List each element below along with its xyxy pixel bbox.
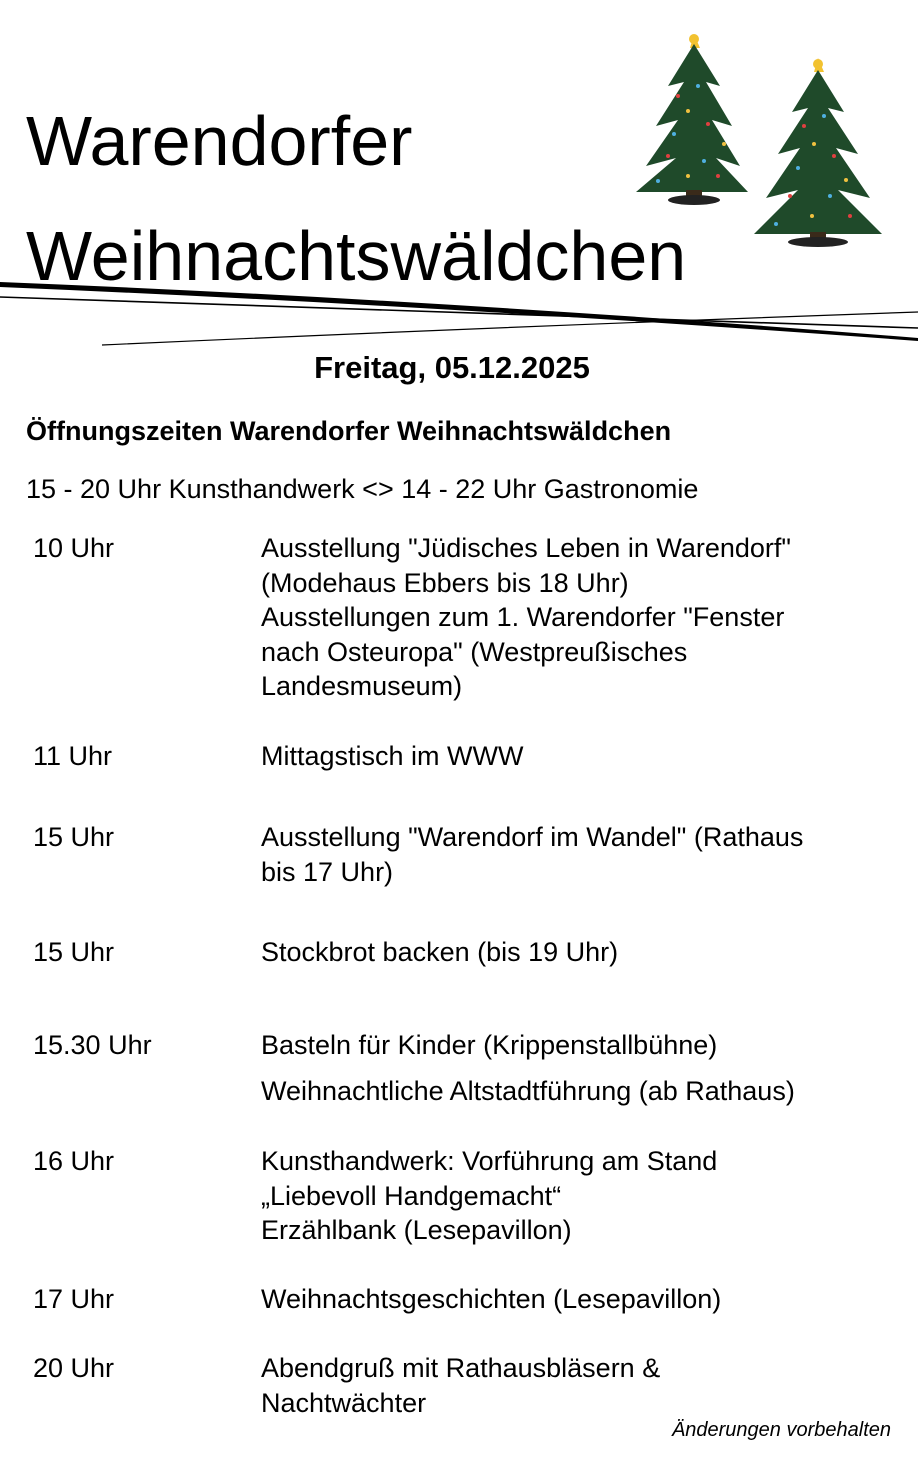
schedule-time: 16 Uhr bbox=[33, 1146, 115, 1176]
schedule-description bbox=[261, 820, 901, 889]
schedule-time: 11 Uhr bbox=[33, 741, 113, 771]
christmas-trees-icon bbox=[628, 26, 903, 266]
description-line: Nachtwächter bbox=[261, 1387, 427, 1418]
opening-hours-text: 15 - 20 Uhr Kunsthandwerk <> 14 - 22 Uhr Gastronomie bbox=[26, 474, 699, 504]
schedule-time: 15 Uhr bbox=[33, 937, 115, 967]
header-swoosh-lines bbox=[0, 270, 918, 350]
schedule-description bbox=[261, 1351, 901, 1420]
description-line: Ausstellung "Warendorf im Wandel" (Rathaus bbox=[261, 822, 804, 852]
description-line: bis 17 Uhr) bbox=[261, 856, 394, 887]
description-line: Ausstellung "Jüdisches Leben in Warendorf" bbox=[261, 533, 791, 563]
schedule-description bbox=[261, 1028, 901, 1063]
opening-hours-title: Öffnungszeiten Warendorfer Weihnachtswäldchen bbox=[26, 416, 672, 446]
schedule-time: 15.30 Uhr bbox=[33, 1030, 152, 1060]
description-line: nach Osteuropa" (Westpreußisches bbox=[261, 636, 688, 667]
description-line: „Liebevoll Handgemacht“ bbox=[261, 1180, 562, 1211]
schedule-description bbox=[261, 1144, 901, 1248]
description-line: Abendgruß mit Rathausbläsern & bbox=[261, 1353, 661, 1383]
schedule-description bbox=[261, 1074, 901, 1109]
schedule-time: 10 Uhr bbox=[33, 533, 115, 563]
schedule-description bbox=[261, 739, 901, 774]
description-line: Weihnachtsgeschichten (Lesepavillon) bbox=[261, 1284, 722, 1314]
description-line: Kunsthandwerk: Vorführung am Stand bbox=[261, 1146, 718, 1176]
description-line: Stockbrot backen (bis 19 Uhr) bbox=[261, 937, 619, 967]
description-line: Ausstellungen zum 1. Warendorfer "Fenster bbox=[261, 602, 785, 632]
description-line: Erzählbank (Lesepavillon) bbox=[261, 1215, 572, 1245]
schedule-time: 17 Uhr bbox=[33, 1284, 115, 1314]
description-line: Mittagstisch im WWW bbox=[261, 741, 524, 771]
schedule-time: 15 Uhr bbox=[33, 822, 115, 852]
description-line: Landesmuseum) bbox=[261, 671, 463, 701]
footer-note: Änderungen vorbehalten bbox=[671, 1419, 891, 1441]
schedule-description bbox=[261, 531, 901, 704]
title-line-1: Warendorfer bbox=[26, 102, 413, 180]
schedule-description bbox=[261, 1282, 901, 1317]
schedule-time: 20 Uhr bbox=[33, 1353, 115, 1383]
event-date: Freitag, 05.12.2025 bbox=[314, 350, 590, 385]
description-line: Weihnachtliche Altstadtführung (ab Rathaus) bbox=[261, 1076, 795, 1106]
description-line: (Modehaus Ebbers bis 18 Uhr) bbox=[261, 567, 629, 598]
title-line-2: Weihnachtswäldchen bbox=[26, 217, 687, 295]
schedule-description bbox=[261, 935, 901, 970]
description-line: Basteln für Kinder (Krippenstallbühne) bbox=[261, 1030, 718, 1060]
